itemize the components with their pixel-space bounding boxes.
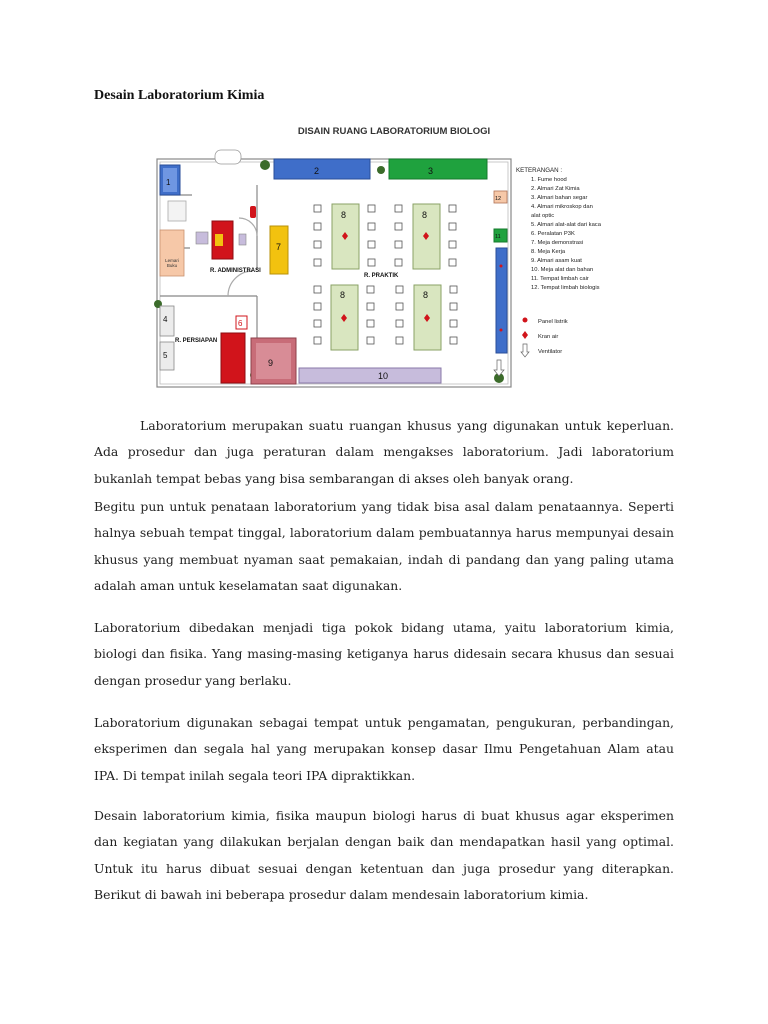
svg-text:11. Tempat limbah cair: 11. Tempat limbah cair (531, 276, 589, 282)
paragraph-3: Laboratorium dibedakan menjadi tiga pokok bidang utama, yaitu laboratorium kimia, biologi dan fisika. Yang masing-masing ketiganya harus didesain secara khusus dan sesuai dengan prosedur yang berlaku. (94, 620, 674, 688)
svg-text:8: 8 (423, 290, 429, 300)
svg-text:1: 1 (166, 178, 171, 187)
cabinet-chemicals (274, 159, 370, 179)
svg-text:8: 8 (341, 210, 347, 220)
svg-text:4: 4 (163, 315, 168, 324)
svg-text:R. PRAKTIK: R. PRAKTIK (364, 273, 399, 279)
svg-text:12: 12 (495, 196, 502, 202)
svg-text:2. Almari Zat Kimia: 2. Almari Zat Kimia (531, 186, 580, 192)
svg-text:2: 2 (314, 166, 320, 176)
svg-text:Panel listrik: Panel listrik (538, 319, 568, 325)
door-top (215, 150, 241, 164)
page-heading: Desain Laboratorium Kimia (94, 88, 265, 103)
svg-text:8: 8 (340, 290, 346, 300)
ventilator-icon (521, 344, 529, 357)
svg-text:4. Almari mikroskop dan: 4. Almari mikroskop dan (531, 204, 593, 210)
svg-text:R. PERSIAPAN: R. PERSIAPAN (175, 338, 218, 344)
svg-text:Kran air: Kran air (538, 334, 559, 340)
svg-text:alat optic: alat optic (531, 213, 555, 219)
panel-icon (523, 318, 528, 323)
svg-text:10. Meja alat dan bahan: 10. Meja alat dan bahan (531, 267, 594, 273)
svg-text:3. Almari bahan segar: 3. Almari bahan segar (531, 195, 588, 201)
svg-text:9. Almari asam kuat: 9. Almari asam kuat (531, 258, 582, 264)
svg-text:3: 3 (428, 166, 434, 176)
svg-text:Lemari: Lemari (165, 258, 179, 263)
paragraph-2: Begitu pun untuk penataan laboratorium yang tidak bisa asal dalam penataannya. Seperti halnya sebuah tempat tinggal, laboratorium dalam pembuatannya harus mempunyai desain khusus yang membuat nyaman saat pemakaian, indah di pandang dan yang paling utama adalah aman untuk keselamatan saat digunakan. (94, 499, 674, 593)
svg-text:6: 6 (238, 319, 243, 328)
chair (196, 232, 208, 244)
svg-text:11: 11 (495, 234, 501, 240)
svg-text:Ventilator: Ventilator (538, 349, 563, 355)
bookshelf (160, 230, 184, 276)
svg-text:7: 7 (276, 242, 282, 252)
legend (516, 167, 602, 357)
cabinet-fresh (389, 159, 487, 179)
svg-text:10: 10 (378, 371, 389, 381)
paragraph-5: Desain laboratorium kimia, fisika maupun biologi harus di buat khusus agar eksperimen dan kegiatan yang dilakukan berjalan dengan baik dan mendapatkan hasil yang optimal. Untuk itu harus dibuat sesuai dengan ketentuan dan juga prosedur yang diterapkan. Berikut di bawah ini beberapa prosedur dalam mendesain laboratorium kimia. (94, 808, 674, 902)
tap-icon (522, 331, 528, 339)
equipment-bench (299, 368, 441, 383)
svg-text:Buku: Buku (166, 263, 178, 268)
svg-text:R. ADMINISTRASI: R. ADMINISTRASI (210, 268, 261, 274)
paragraph-4: Laboratorium digunakan sebagai tempat untuk pengamatan, pengukuran, perbandingan, eksperimen dan segala hal yang merupakan konsep dasar Ilmu Pengetahuan Alam atau IPA. Di tempat inilah segala teori IPA dipraktikkan. (94, 715, 674, 783)
figure-title: DISAIN RUANG LABORATORIUM BIOLOGI (297, 126, 491, 137)
cabinet-right (496, 248, 507, 353)
svg-text:KETERANGAN :: KETERANGAN : (516, 167, 563, 174)
svg-text:8. Meja Kerja: 8. Meja Kerja (531, 249, 566, 255)
svg-text:7. Meja demonstrasi: 7. Meja demonstrasi (531, 240, 584, 246)
plant-icon (154, 160, 504, 383)
svg-text:1. Fume hood: 1. Fume hood (531, 177, 567, 183)
svg-text:6. Peralatan P3K: 6. Peralatan P3K (531, 231, 575, 237)
svg-text:12. Tempat limbah biologis: 12. Tempat limbah biologis (531, 285, 600, 291)
paragraph-1: Laboratorium merupakan suatu ruangan khusus yang digunakan untuk keperluan. Ada prosedur dan juga peraturan dalam mengakses laboratorium. Jadi laboratorium bukanlah tempat bebas yang bisa sembarangan di akses oleh banyak orang. (94, 418, 674, 486)
svg-text:5: 5 (163, 351, 168, 360)
prep-table (221, 333, 245, 383)
svg-text:9: 9 (268, 358, 274, 368)
extinguisher-icon (250, 206, 256, 218)
svg-text:5. Almari alat-alat dari kac: 5. Almari alat-alat dari kaca (531, 222, 601, 228)
lab-floor-plan (0, 0, 768, 400)
svg-text:8: 8 (422, 210, 428, 220)
